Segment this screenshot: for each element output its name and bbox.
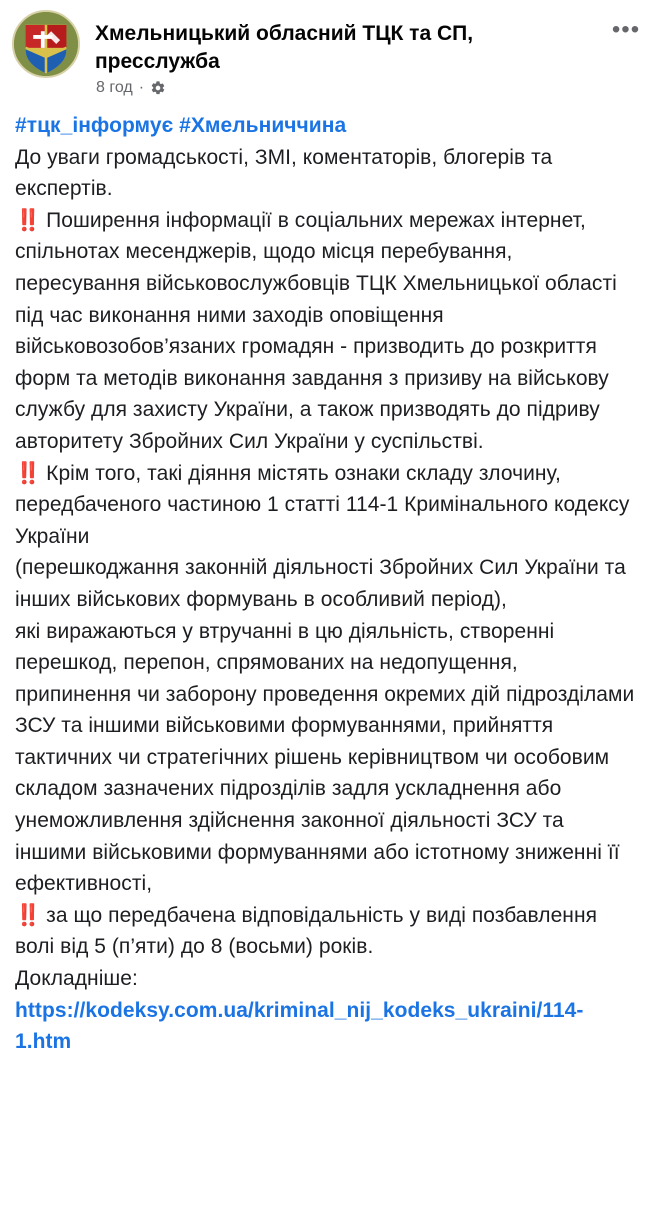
warning-text-2: Крім того, такі діяння містять ознаки складу злочину, передбаченого частиною 1 статті 114-1 Кримінального кодексу України — [15, 461, 630, 548]
post-meta — [96, 78, 166, 98]
hashtag-line — [15, 110, 635, 142]
double-exclamation-icon: ‼️ — [15, 208, 41, 232]
more-options-icon: ••• — [611, 16, 641, 43]
gear-icon — [150, 80, 166, 96]
page-avatar[interactable] — [12, 10, 80, 78]
meta-separator: · — [138, 79, 145, 96]
post-header — [10, 8, 648, 96]
warning-text-3: за що передбачена відповідальність у виді позбавлення волі від 5 (п’яти) до 8 (восьми) років. — [15, 903, 598, 959]
warning-paragraph-3 — [15, 900, 635, 963]
more-options-button[interactable] — [604, 16, 648, 44]
warning-text-2-paren: (перешкоджання законній діяльності Збройних Сил України та інших військових формувань в особливий період), — [15, 556, 626, 611]
warning-paragraph-2 — [15, 458, 635, 553]
hashtag-khmelnychchyna[interactable]: #Хмельниччина — [179, 114, 347, 137]
double-exclamation-icon: ‼️ — [15, 903, 41, 927]
post-time[interactable]: 8 год — [96, 79, 133, 96]
page-name[interactable]: Хмельницький обласний ТЦК та СП, пресслужба — [95, 22, 474, 73]
warning-text-1: Поширення інформації в соціальних мережах інтернет, спільнотах месенджерів, щодо місця перебування, пересування військовослужбовців ТЦК Хмельницької області під час виконання ними заходів оповіщення військовозобов’язаних громадян - призводить до розкриття форм та методів виконання завдання з призиву на військову службу для захисту України, а також призводять до підриву авторитету Збройних Сил України у суспільстві. — [15, 208, 617, 453]
intro-text: До уваги громадськості, ЗМІ, коментаторів, блогерів та експертів. — [15, 145, 553, 201]
emblem-icon — [14, 12, 78, 76]
details-line — [15, 963, 635, 1058]
double-exclamation-icon: ‼️ — [15, 461, 41, 485]
details-link[interactable]: https://kodeksy.com.ua/kriminal_nij_kodeks_ukraini/114-1.htm — [15, 998, 584, 1054]
warning-text-2-detail: які виражаються у втручанні в цю діяльність, створенні перешкод, перепон, спрямованих на недопущення, припинення чи заборону проведення окремих дій підрозділами ЗСУ та іншими військовими формуваннями, прийняття тактичних чи стратегічних рішень керівництвом чи особовим складом зазначених підрозділів задля ускладнення або унеможливлення здійснення законної діяльності ЗСУ та іншими військовими формуваннями або істотному зниженні її ефективності, — [15, 619, 635, 896]
warning-paragraph-1 — [15, 205, 635, 458]
post-content — [15, 110, 635, 1058]
hashtag-tck-informuie[interactable]: #тцк_інформує — [15, 114, 174, 137]
details-label: Докладніше: — [15, 967, 138, 991]
